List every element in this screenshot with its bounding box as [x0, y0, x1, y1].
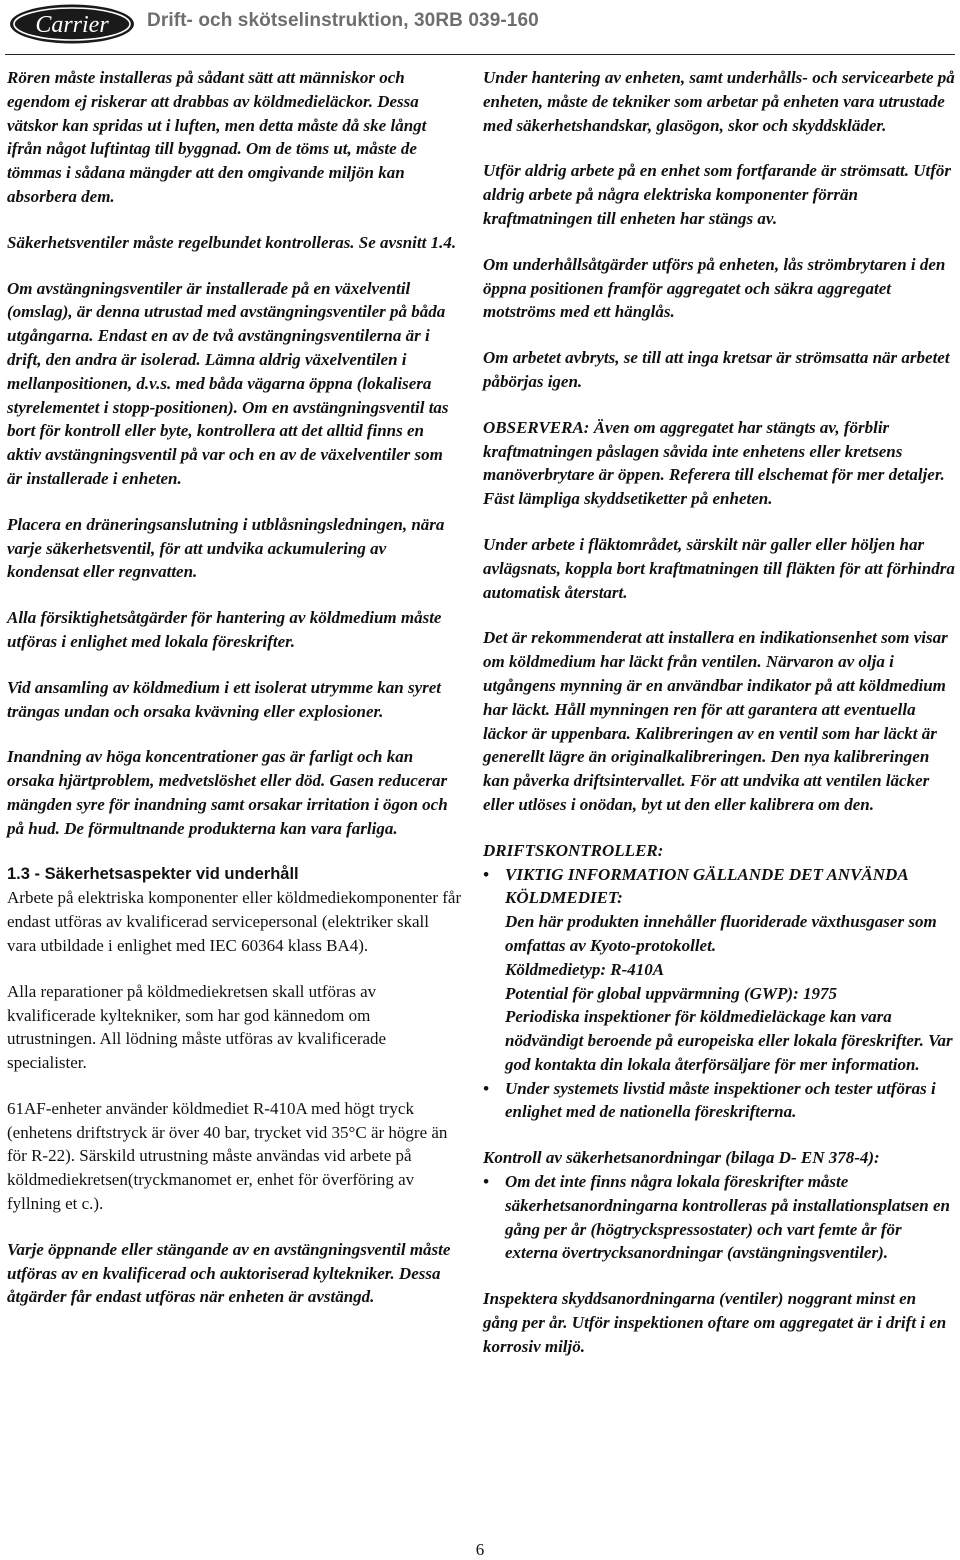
driftskontroller-heading: DRIFTSKONTROLLER:: [483, 840, 664, 860]
refrigerant-line-3: Potential för global uppvärmning (GWP): 1975: [505, 983, 837, 1003]
logo-text: Carrier: [35, 12, 109, 38]
bullet-text: Om det inte finns några lokala föreskrifter måste säkerhetsanordningarna kontrolleras på installationsplatsen en gång per år (högtryckspressostater) och vart femte år för externa övertrycksanordningar (avstängningsventiler).: [505, 1172, 950, 1263]
paragraph-valve-operation: Varje öppnande eller stängande av en avstängningsventil måste utföras av en kvalificerad och auktoriserad kyltekniker. Dessa åtgärder får endast utföras när enheten är avstängd.: [7, 1239, 451, 1307]
paragraph-power-off: Utför aldrig arbete på en enhet som fortfarande är strömsatt. Utför aldrig arbete på några elektriska komponenter förrän kraftmatningen till enheten har stängs av.: [483, 161, 951, 228]
section-heading: 1.3 - Säkerhetsaspekter vid underhåll: [7, 864, 299, 883]
refrigerant-line-2: Köldmedietyp: R-410A: [505, 959, 665, 979]
kontroll-heading: Kontroll av säkerhetsanordningar (bilaga D- EN 378-4):: [483, 1148, 880, 1168]
paragraph-fan-area: Under arbete i fläktområdet, särskilt när galler eller höljen har avlägsnats, koppla bort kraftmatningen till fläkten för att förhindra automatisk återstart.: [483, 534, 955, 602]
paragraph-protective-gear: Under hantering av enheten, samt underhålls- och servicearbete på enheten, måste de tekniker som arbetar på enheten vara utrustade med säkerhetshandskar, glasögon, skor och skyddskläder.: [483, 68, 955, 135]
document-title: Drift- och skötselinstruktion, 30RB 039-160: [147, 10, 539, 31]
bullet-refrigerant-info: [483, 863, 955, 911]
paragraph-accumulation: Vid ansamling av köldmedium i ett isolerat utrymme kan syret trängas undan och orsaka kvävning eller explosioner.: [7, 677, 441, 721]
page-number: 6: [475, 1540, 485, 1559]
bullet-marker: •: [483, 1172, 489, 1192]
bullet-text: VIKTIG INFORMATION GÄLLANDE DET ANVÄNDA KÖLDMEDIET:: [505, 864, 908, 908]
paragraph-repairs: Alla reparationer på köldmediekretsen skall utföras av kvalificerade kyltekniker, som har god kännedom om utrustningen. All lödning måste utföras av kvalificerade specialister.: [7, 981, 387, 1073]
paragraph-drainage: Placera en dräneringsanslutning i utblåsningsledningen, nära varje säkerhetsventil, för att undvika ackumulering av kondensat eller regnvatten.: [7, 514, 445, 582]
paragraph-shutoff-valves: Om avstängningsventiler är installerade på en växelventil (omslag), är denna utrustad med avstängningsventiler på båda utgångarna. Endast en av de två avstängningsventilerna är i drift, den andra är isolerad. Lämna aldrig växelventilen i mellanpositionen, d.v.s. med båda vägarna öppna (lokalisera styrelementet i stopp-positionen). Om en avstängningsventil tas bort för kontroll eller byte, kontrollera att det alltid finns en aktiv avstängningsventil på var och en av de växelventiler som är installerade i enheten.: [7, 278, 449, 488]
refrigerant-line-4: Periodiska inspektioner för köldmedieläckage kan vara nödvändigt beroende på europeiska eller lokala föreskrifter. Var god kontakta din lokala återförsäljare för mer information.: [505, 1007, 953, 1074]
bullet-text: Under systemets livstid måste inspektioner och tester utföras i enlighet med de nationella föreskrifterna.: [505, 1078, 936, 1122]
left-column: [7, 66, 462, 1331]
bullet-marker: •: [483, 1078, 489, 1098]
bullet-safety-devices: [483, 1170, 955, 1265]
paragraph-inspection: Inspektera skyddsanordningarna (ventiler) noggrant minst en gång per år. Utför inspektionen oftare om aggregatet är i drift i en korrosiv miljö.: [483, 1289, 947, 1356]
right-column: [483, 66, 955, 1381]
page-header: [0, 0, 960, 60]
paragraph-pipes: Rören måste installeras på sådant sätt att människor och egendom ej riskerar att drabbas av köldmedieläckor. Dessa vätskor kan spridas ut i luften, men detta måste då ske långt ifrån något luftintag till byggnad. Om de töms ut, måste de tömmas i sådana mängder att den omgivande miljön kan absorbera dem.: [7, 68, 427, 206]
paragraph-lockout: Om underhållsåtgärder utförs på enheten, lås strömbrytaren i den öppna positionen framför aggregatet och säkra aggregatet motströms med ett hänglås.: [483, 254, 946, 322]
paragraph-note: OBSERVERA: Även om aggregatet har stängts av, förblir kraftmatningen påslagen såvida inte enhetens eller kretsens manöverbrytare är öppen. Referera till elschemat för mer detaljer. Fäst lämpliga skyddsetiketter på enheten.: [483, 417, 945, 509]
paragraph-precautions: Alla försiktighetsåtgärder för hantering av köldmedium måste utföras i enlighet med lokala föreskrifter.: [7, 608, 442, 651]
paragraph-interrupted-work: Om arbetet avbryts, se till att inga kretsar är strömsatta när arbetet påbörjas igen.: [483, 348, 950, 391]
paragraph-safety-valves: Säkerhetsventiler måste regelbundet kontrolleras. Se avsnitt 1.4.: [7, 232, 457, 252]
paragraph-inhalation: Inandning av höga koncentrationer gas är farligt och kan orsaka hjärtproblem, medvetslöshet eller död. Gasen reducerar mängden syre för inandning samt orsakar irritation i ögon och på hud. De förmultnande produkterna kan vara farliga.: [7, 747, 448, 838]
paragraph-electrical-work: Arbete på elektriska komponenter eller köldmediekomponenter får endast utföras av kvalificerad servicepersonal (elektriker skall vara utbildade i enlighet med IEC 60364 klass BA4).: [7, 888, 462, 955]
paragraph-r410a: 61AF-enheter använder köldmediet R-410A med högt tryck (enhetens driftstryck är över 40 bar, trycket vid 35°C är högre än för R-22). Särskild utrustning måste användas vid arbete på köldmediekretsen(tryckmanomet er, enhet för överföring av fyllning et c.).: [7, 1098, 448, 1214]
paragraph-leak-indicator: Det är rekommenderat att installera en indikationsenhet som visar om köldmedium har läckt från ventilen. Närvaron av olja i utgångens mynning är en användbar indikator på att köldmedium har läckt. Håll mynningen ren för att garantera att eventuella läckor är uppenbara. Kalibreringen av en ventil som har läckt är generellt lägre än originalkalibreringen. Den nya kalibreringen kan påverka driftsintervallet. För att undvika att ventilen läcker eller utlöses i onödan, byt ut den eller kalibrera om den.: [483, 628, 948, 814]
refrigerant-details: [483, 910, 955, 1077]
header-divider: [5, 54, 955, 55]
bullet-lifetime-inspections: [483, 1077, 955, 1125]
carrier-logo: [8, 3, 136, 45]
refrigerant-line-1: Den här produkten innehåller fluoriderade växthusgaser som omfattas av Kyoto-protokollet.: [505, 912, 937, 955]
bullet-marker: •: [483, 864, 489, 884]
